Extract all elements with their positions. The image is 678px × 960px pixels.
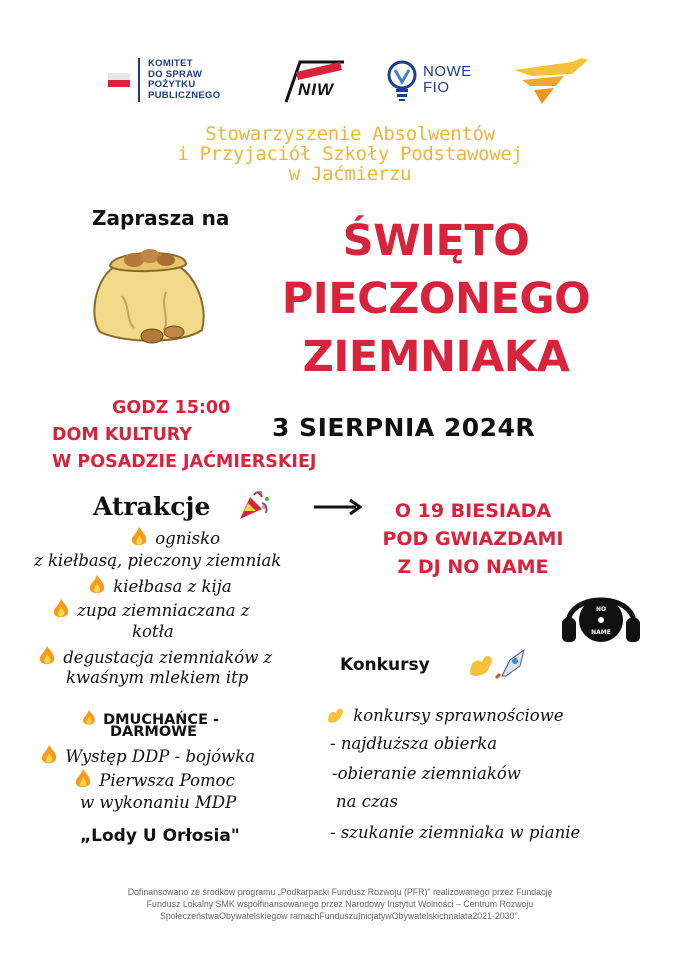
attractions-heading: Atrakcje [93,492,211,521]
potato-sack-icon [86,236,210,346]
kpp-line: PUBLICZNEGO [148,89,221,101]
attraction-item [34,551,281,570]
attraction-text: z kiełbasą, pieczony ziemniak [34,551,282,570]
footer-line: Fundusz Lokalny SMK współfinansowanego przez Narodowy Instytut Wolności – Centrum Rozwoju [146,899,534,909]
fio-line: FIO [423,79,450,96]
event-time: GODZ 15:00 [112,398,231,418]
logo-divider [138,58,140,102]
attraction-text: zupa ziemniaczana z [77,601,250,620]
attraction-text: Występ DDP - bojówka [65,747,255,766]
arrow-right-icon [312,498,362,516]
muscle-rocket-icon [466,648,528,680]
fire-icon [80,709,98,727]
evening-event [358,497,588,581]
kpp-logo-text [148,59,220,101]
attraction-item [36,645,272,667]
contest-text: konkursy sprawnościowe [353,706,564,725]
attraction-item [38,744,255,766]
fire-icon [38,744,60,766]
fire-icon [72,768,94,790]
dj-logo-text: NO [595,606,607,613]
organizer-line: i Przyjaciół Szkoły Podstawowej [177,143,523,165]
contest-item: na czas [336,792,398,811]
contest-item [326,703,564,725]
contest-item: - szukanie ziemniaka w pianie [330,823,581,842]
title-line: ŚWIĘTO [342,216,530,266]
polish-flag-icon [108,73,130,87]
event-place-line: W POSADZIE JAĆMIERSKIEJ [52,452,317,472]
kpp-line: DO SPRAW [148,68,203,80]
title-line: ZIEMNIAKA [302,332,570,382]
dj-headphones-icon [558,584,644,646]
attraction-item [132,622,174,641]
evening-line: O 19 BIESIADA [394,500,552,522]
organizer-line: Stowarzyszenie Absolwentów [205,123,495,145]
organizer-line: w Jaćmierzu [288,163,412,185]
kpp-line: POŻYTKU [148,79,196,90]
party-popper-icon [236,487,272,523]
free-heading-text: DMUCHAŃCE - [103,712,220,728]
niw-logo-text: NIW [298,80,335,99]
event-date: 3 SIERPNIA 2024R [272,413,536,442]
title-line: PIECZONEGO [281,274,591,324]
ice-cream-attraction: „Lody U Orłosia" [80,826,240,846]
attraction-text: Pierwsza Pomoc [99,771,235,790]
attraction-text: kiełbasa z kija [113,577,232,596]
event-title [236,212,636,386]
kpp-logo [108,58,220,102]
fio-bulb-icon [386,60,418,102]
attraction-text: w wykonaniu MDP [80,793,237,812]
kpp-line: KOMITET [148,58,193,69]
funding-footer [90,886,590,922]
fire-icon [86,574,108,596]
organizer-heading [100,124,600,184]
attraction-text: kwaśnym mlekiem itp [66,668,249,687]
attraction-item [50,598,250,620]
attraction-item [72,768,235,790]
contest-item: - najdłuższa obierka [330,734,498,753]
fire-icon [128,526,150,548]
fio-logo-text [423,64,472,96]
fire-icon [50,598,72,620]
evening-line: Z DJ NO NAME [397,556,549,578]
contest-item: -obieranie ziemniaków [332,764,521,783]
attraction-item [86,574,232,596]
dj-logo-text: NAME [591,629,611,636]
attraction-text: ognisko [155,529,221,548]
attraction-item [128,526,220,548]
fio-line: NOWE [423,63,472,80]
footer-line: SpołeczeństwaObywatelskiegow ramachFunduszuInicjatywObywatelskichnalata2021-2030". [159,911,521,921]
attraction-item [66,668,248,687]
attraction-text: degustacja ziemniaków z [63,648,273,667]
event-place-line: DOM KULTURY [52,425,192,445]
evening-line: POD GWIAZDAMI [382,528,564,550]
attraction-text: kotła [132,622,174,641]
invite-text: Zaprasza na [92,206,230,230]
free-attractions-heading-line: DARMOWE [110,724,198,740]
fire-icon [36,645,58,667]
attraction-item [80,793,236,812]
contests-heading: Konkursy [340,655,430,675]
wings-logo-icon [512,56,590,106]
flexed-biceps-icon [326,703,348,725]
footer-line: Dofinansowano ze środków programu „Podkarpacki Fundusz Rozwoju (PFR)" realizowanego przez Fundację [127,887,553,897]
